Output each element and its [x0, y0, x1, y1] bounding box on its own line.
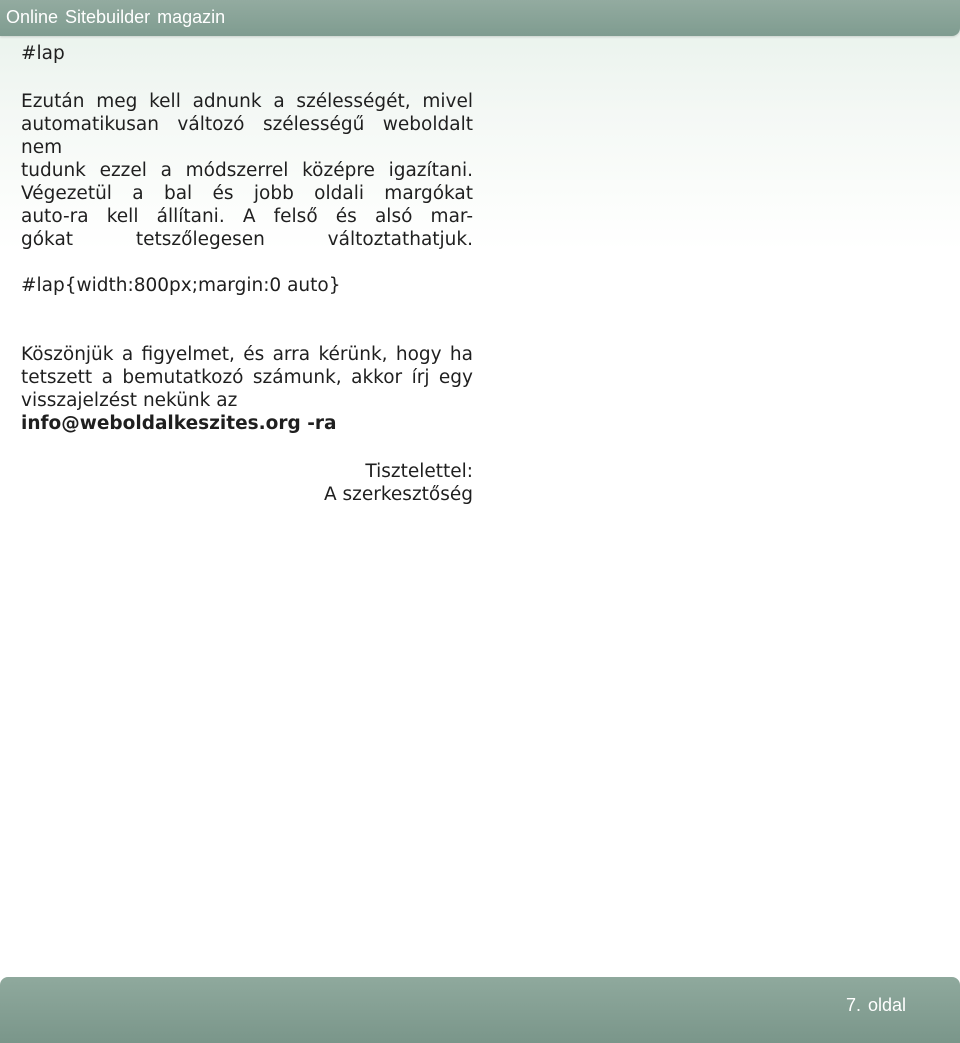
paragraph-margin [21, 90, 473, 251]
thanks-line: visszajelzést nekünk az [21, 390, 238, 411]
paragraph-line: Ezután meg kell adnunk a szélességét, mivel [21, 91, 473, 112]
header-bar [0, 0, 960, 36]
css-code-line: #lap{width:800px;margin:0 auto} [21, 275, 341, 296]
article-body [21, 40, 473, 506]
thanks-line: tetszett a bemutatkozó számunk, akkor írj egy [21, 367, 473, 388]
signoff-signature: A szerkesztőség [324, 484, 473, 505]
page-number: 7. oldal [845, 995, 906, 1015]
thanks-paragraph [21, 343, 473, 435]
paragraph-line: Végezetül a bal és jobb oldali margókat [21, 183, 473, 204]
magazine-title: Online Sitebuilder magazin [6, 7, 226, 27]
signoff [21, 460, 473, 506]
section-heading: #lap [21, 43, 65, 64]
contact-email: info@weboldalkeszites.org -ra [21, 413, 337, 434]
paragraph-line: gókat tetszőlegesen változtathatjuk. [21, 229, 473, 250]
footer-bar [0, 977, 960, 1043]
signoff-greeting: Tisztelettel: [365, 461, 473, 482]
paragraph-line: tudunk ezzel a módszerrel középre igazítani. [21, 160, 473, 181]
paragraph-line: automatikusan változó szélességű weboldalt nem [21, 114, 473, 158]
thanks-line: Köszönjük a figyelmet, és arra kérünk, hogy ha [21, 344, 473, 365]
paragraph-line: auto-ra kell állítani. A felső és alsó mar- [21, 206, 473, 227]
